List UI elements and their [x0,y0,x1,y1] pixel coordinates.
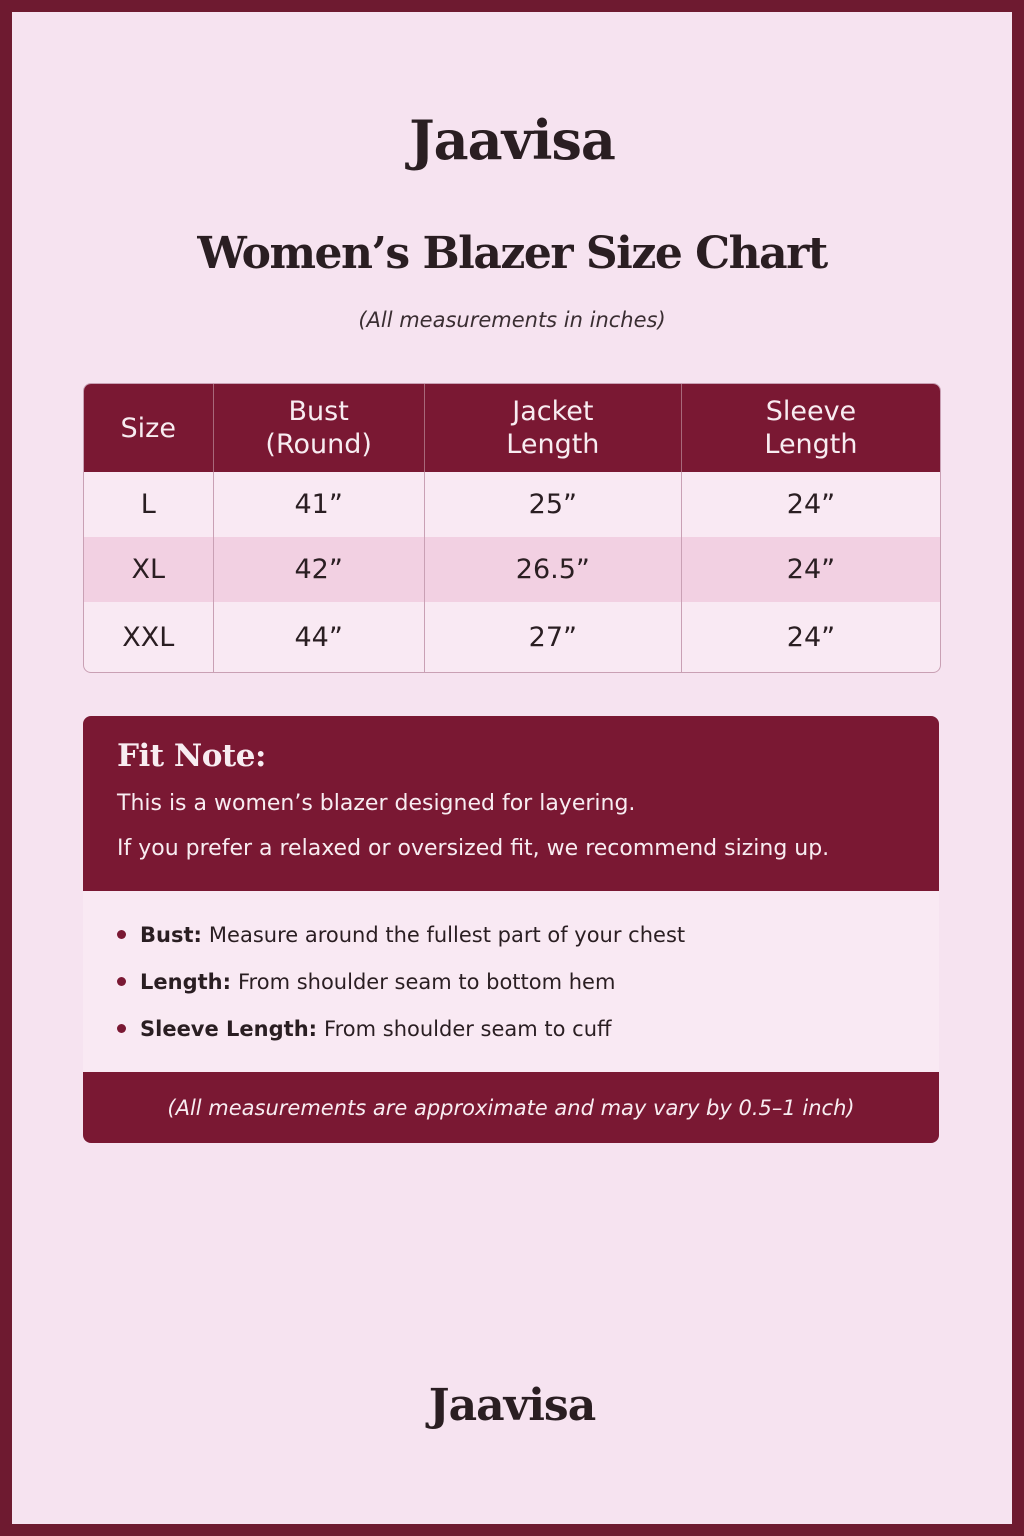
bullet-text: Measure around the fullest part of your chest [208,922,686,947]
cell-jacket-length: 27” [424,602,681,672]
bullet-label: Bust: [140,922,202,947]
fit-note-heading: Fit Note: [117,738,266,774]
cell-bust: 42” [213,537,424,602]
cell-bust: 44” [213,602,424,672]
size-table [83,383,941,673]
page-title: Women’s Blazer Size Chart [197,228,827,279]
bullet-dot-icon [117,977,126,986]
page-subtitle: (All measurements in inches) [358,308,666,332]
cell-jacket-length: 26.5” [424,537,681,602]
cell-sleeve-length: 24” [681,537,940,602]
fit-note-card [83,716,939,1143]
brand-logo-top: Jaavisa [409,108,615,172]
fit-note-footer: (All measurements are approximate and may vary by 0.5–1 inch) [167,1095,855,1120]
bullet-dot-icon [117,930,126,939]
bullet-label: Length: [140,969,231,994]
cell-size: XL [131,554,166,585]
cell-size: XXL [122,621,175,653]
fit-note-line: This is a women’s blazer designed for layering. [117,791,636,816]
header-sleeve-length: Sleeve Length [681,384,940,472]
cell-size: L [140,489,156,520]
bullet-text: From shoulder seam to bottom hem [238,969,616,994]
header-jacket-length: Jacket Length [424,384,681,472]
fit-note-header [83,716,939,891]
table-row [84,472,940,537]
header-bust: Bust (Round) [213,384,424,472]
cell-bust: 41” [213,472,424,537]
brand-logo-bottom: Jaavisa [428,1380,596,1431]
measurement-guide-list [83,891,939,1072]
bullet-dot-icon [117,1024,126,1033]
bullet-label: Sleeve Length: [140,1016,318,1041]
table-row [84,537,940,602]
fit-note-line: If you prefer a relaxed or oversized fit, we recommend sizing up. [117,836,830,861]
bullet-text: From shoulder seam to cuff [324,1016,612,1041]
cell-sleeve-length: 24” [681,472,940,537]
list-item [117,891,905,958]
header-size: Size [120,412,176,444]
list-item [117,1005,905,1052]
table-header-row [84,384,940,472]
table-row [84,602,940,672]
page [12,12,1012,1524]
cell-jacket-length: 25” [424,472,681,537]
cell-sleeve-length: 24” [681,602,940,672]
list-item [117,958,905,1005]
